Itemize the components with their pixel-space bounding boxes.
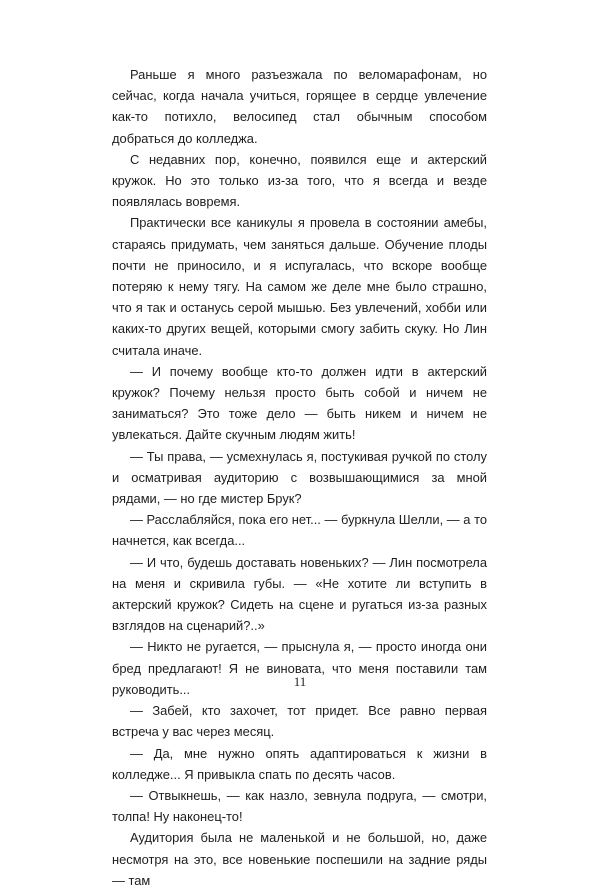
paragraph: — И что, будешь доставать новеньких? — Лин посмотрела на меня и скривила губы. — «Не хотите ли вступить в актерский кружок? Сидеть на сцене и ругаться из-за разных взглядов на сценарий?..»	[112, 554, 487, 634]
paragraph: Практически все каникулы я провела в состоянии амебы, стараясь придумать, чем заняться дальше. Обучение плоды почти не приносило, и я испугалась, что вскоре вообще потеряю к нему тягу. На самом же деле мне было страшно, что я так и останусь серой мышью. Без увлечений, хобби или каких-то других вещей, которыми смогу забить скуку. Но Лин считала иначе.	[112, 215, 487, 358]
paragraph: Раньше я много разъезжала по веломарафонам, но сейчас, когда начала учиться, горящее в сердце увлечение как-то потихло, велосипед стал обычным способом добраться до колледжа.	[112, 67, 487, 146]
paragraph: — Отвыкнешь, — как назло, зевнула подруга, — смотри, толпа! Ну наконец-то!	[112, 787, 487, 825]
page-number: 11	[293, 674, 307, 689]
paragraph: — И почему вообще кто-то должен идти в актерский кружок? Почему нельзя просто быть собой и ничем не заниматься? Это тоже дело — быть никем и ничем не увлекаться. Дайте скучным людям жить!	[112, 363, 487, 443]
paragraph: — Забей, кто захочет, тот придет. Все равно первая встреча у вас через месяц.	[112, 703, 487, 740]
book-page-text	[112, 64, 487, 891]
paragraph: — Да, мне нужно опять адаптироваться к жизни в колледже... Я привыкла спать по десять часов.	[112, 745, 487, 782]
paragraph: — Ты права, — усмехнулась я, постукивая ручкой по столу и осматривая аудиторию с возвышающимися за мной рядами, — но где мистер Брук?	[112, 448, 487, 507]
paragraph: С недавних пор, конечно, появился еще и актерский кружок. Но это только из-за того, что я всегда и везде появлялась вовремя.	[112, 151, 487, 210]
paragraph: Аудитория была не маленькой и не большой, но, даже несмотря на это, все новенькие поспешили на задние ряды — там	[112, 830, 487, 888]
paragraph: — Расслабляйся, пока его нет... — буркнула Шелли, — а то начнется, как всегда...	[112, 512, 487, 549]
paragraph: — Никто не ругается, — прыснула я, — просто иногда они бред предлагают! Я не виновата, что меня поставили там руководить...	[112, 639, 487, 697]
